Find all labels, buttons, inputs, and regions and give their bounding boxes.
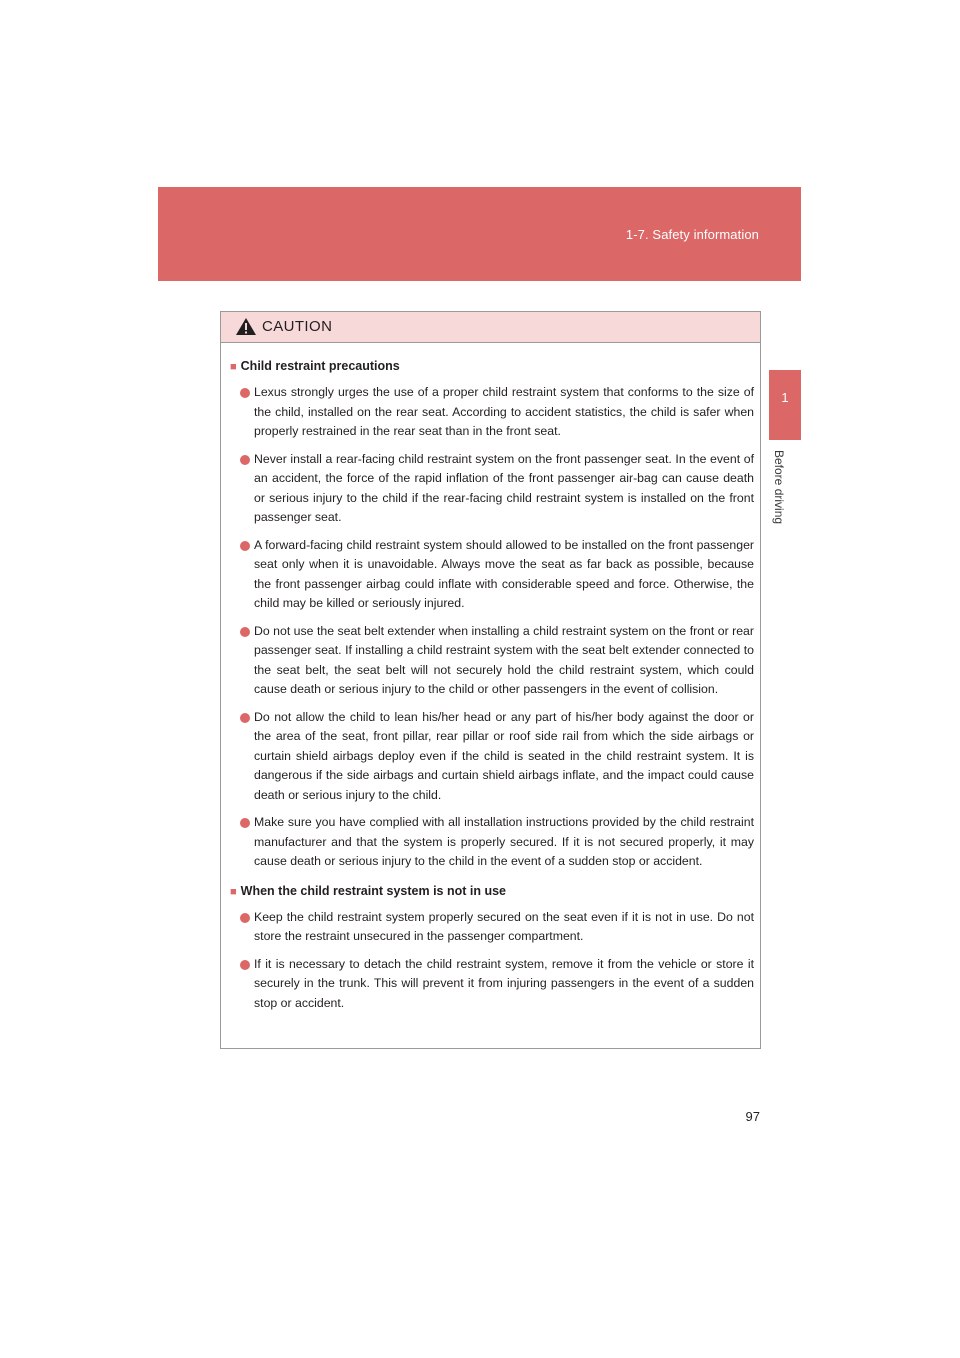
bullet-icon [240, 627, 250, 637]
chapter-tab [769, 370, 801, 440]
bullet-icon [240, 541, 250, 551]
bullet-icon [240, 455, 250, 465]
caution-header [221, 312, 760, 343]
caution-body [221, 343, 760, 1013]
bullet-icon [240, 818, 250, 828]
list-item [230, 708, 754, 806]
list-item-text: Make sure you have complied with all installation instructions provided by the child restraint manufacturer and that the system is properly secured. If it is not secured properly, it may cause death or serious injury to the child in the event of a sudden stop or accident. [254, 815, 754, 868]
list-item [230, 908, 754, 947]
caution-title: CAUTION [262, 318, 333, 335]
list-item-text: If it is necessary to detach the child restraint system, remove it from the vehicle or store it securely in the trunk. This will prevent it from injuring passengers in the event of a sudden stop or accident. [254, 956, 754, 1010]
chapter-label: Before driving [772, 450, 786, 525]
square-bullet-icon: ■ [230, 361, 237, 373]
section-title: 1-7. Safety information [625, 227, 759, 242]
list-item [230, 813, 754, 872]
bullet-icon [240, 713, 250, 723]
bullet-icon [240, 960, 250, 970]
list-item [230, 383, 754, 442]
list-item [230, 450, 754, 528]
list-item-text: Do not use the seat belt extender when installing a child restraint system on the front or rear passenger seat. If installing a child restraint system with the seat belt extender connected to the seat belt, the seat belt will not securely hold the child restraint system, which could cause death or serious injury to the child or other passengers in the event of collision. [254, 623, 754, 696]
list-item-text: Lexus strongly urges the use of a proper child restraint system that conforms to the size of the child, installed on the rear seat. According to accident statistics, the child is safer when properly restrained in the rear seat than in the front seat. [254, 385, 754, 438]
section-heading [230, 357, 754, 376]
list-item-text: Keep the child restraint system properly secured on the seat even if it is not in use. Do not store the restraint unsecured in the passenger compartment. [254, 909, 754, 943]
warning-triangle-icon [235, 317, 257, 336]
list-item-text: Do not allow the child to lean his/her head or any part of his/her body against the door or the area of the seat, front pillar, rear pillar or roof side rail from which the side airbags or curtain shield airbags deploy even if the child is seated in the child restraint system. It is dangerous if the side airbags and curtain shield airbags inflate, and the impact could cause death or serious injury to the child. [254, 709, 754, 802]
list-item-text: Never install a rear-facing child restraint system on the front passenger seat. In the event of an accident, the force of the rapid inflation of the front passenger air-bag can cause death or serious injury to the child if the rear-facing child restraint system is installed on the front passenger seat. [254, 451, 754, 524]
list-item [230, 955, 754, 1014]
list-item [230, 536, 754, 614]
section-heading [230, 882, 754, 901]
chapter-number: 1 [781, 390, 789, 405]
caution-box [220, 311, 761, 1049]
bullet-icon [240, 388, 250, 398]
bullet-icon [240, 913, 250, 923]
section-heading-text: When the child restraint system is not in use [240, 883, 506, 898]
page-number: 97 [745, 1109, 760, 1124]
list-item [230, 622, 754, 700]
section-heading-text: Child restraint precautions [240, 359, 400, 373]
square-bullet-icon: ■ [230, 885, 237, 898]
chapter-header-band [158, 187, 801, 281]
list-item-text: A forward-facing child restraint system should allowed to be installed on the front passenger seat only when it is unavoidable. Always move the seat as far back as possible, because the front passenger airbag could inflate with considerable speed and force. Otherwise, the child may be killed or seriously injured. [254, 537, 754, 610]
